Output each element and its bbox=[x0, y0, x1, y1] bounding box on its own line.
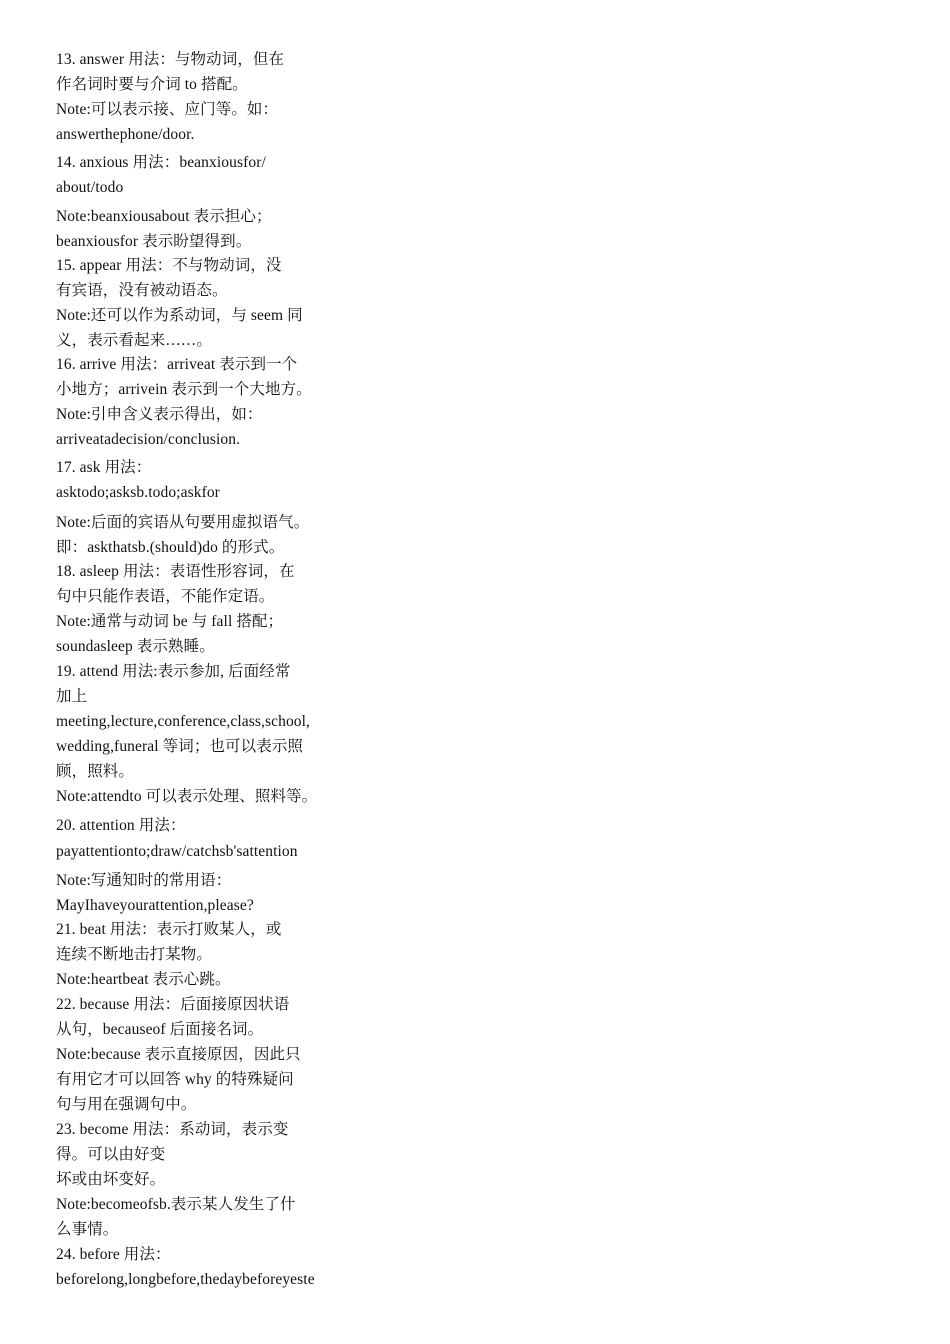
text-line: payattentionto;draw/catchsb'sattention bbox=[56, 843, 298, 860]
text-line: beforelong,longbefore,thedaybeforeyeste bbox=[56, 1271, 315, 1288]
text-line: Note:becomeofsb.表示某人发生了什 bbox=[56, 1196, 296, 1213]
text-line: 义，表示看起来……。 bbox=[56, 332, 213, 349]
text-line: beanxiousfor 表示盼望得到。 bbox=[56, 233, 252, 250]
text-line: 14. anxious 用法：beanxiousfor/ bbox=[56, 154, 266, 171]
text-line: 句与用在强调句中。 bbox=[56, 1096, 197, 1113]
text-line: Note:引申含义表示得出，如： bbox=[56, 406, 263, 423]
text-line: soundasleep 表示熟睡。 bbox=[56, 638, 215, 655]
text-line: MayIhaveyourattention,please? bbox=[56, 897, 254, 914]
text-line: 21. beat 用法：表示打败某人，或 bbox=[56, 921, 282, 938]
text-line: Note:写通知时的常用语： bbox=[56, 872, 232, 889]
text-line: 么事情。 bbox=[56, 1221, 119, 1238]
text-line: 得。可以由好变 bbox=[56, 1146, 166, 1163]
text-line: asktodo;asksb.todo;askfor bbox=[56, 484, 220, 501]
text-line: 18. asleep 用法：表语性形容词，在 bbox=[56, 563, 295, 580]
text-line: 即：askthatsb.(should)do 的形式。 bbox=[56, 539, 285, 556]
text-line: meeting,lecture,conference,class,school, bbox=[56, 713, 311, 730]
text-line: 20. attention 用法： bbox=[56, 817, 186, 834]
text-line: Note:beanxiousabout 表示担心； bbox=[56, 208, 272, 225]
text-line: 连续不断地击打某物。 bbox=[56, 946, 213, 963]
text-line: 加上 bbox=[56, 688, 88, 705]
text-line: 15. appear 用法：不与物动词，没 bbox=[56, 257, 282, 274]
text-line: 22. because 用法：后面接原因状语 bbox=[56, 996, 290, 1013]
text-line: Note:还可以作为系动词，与 seem 同 bbox=[56, 307, 303, 324]
text-line: 13. answer 用法：与物动词，但在 bbox=[56, 51, 285, 68]
text-line: 23. become 用法：系动词，表示变 bbox=[56, 1121, 289, 1138]
text-line: arriveatadecision/conclusion. bbox=[56, 431, 241, 448]
text-line: Note:heartbeat 表示心跳。 bbox=[56, 971, 231, 988]
text-line: answerthephone/door. bbox=[56, 126, 195, 143]
text-line: Note:后面的宾语从句要用虚拟语气。 bbox=[56, 514, 310, 531]
text-line: 从句，becauseof 后面接名词。 bbox=[56, 1021, 264, 1038]
text-line: 小地方；arrivein 表示到一个大地方。 bbox=[56, 381, 312, 398]
text-line: 19. attend 用法:表示参加, 后面经常 bbox=[56, 663, 291, 680]
text-line: 有宾语，没有被动语态。 bbox=[56, 282, 228, 299]
text-line: Note:可以表示接、应门等。如： bbox=[56, 101, 279, 118]
text-line: 顾，照料。 bbox=[56, 763, 135, 780]
text-line: wedding,funeral 等词；也可以表示照 bbox=[56, 738, 304, 755]
text-line: 17. ask 用法： bbox=[56, 459, 152, 476]
text-line: Note:because 表示直接原因，因此只 bbox=[56, 1046, 301, 1063]
text-line: 有用它才可以回答 why 的特殊疑问 bbox=[56, 1071, 294, 1088]
text-line: 句中只能作表语，不能作定语。 bbox=[56, 588, 275, 605]
text-line: 坏或由坏变好。 bbox=[56, 1171, 166, 1188]
text-line: Note:通常与动词 be 与 fall 搭配； bbox=[56, 613, 284, 630]
text-line: 24. before 用法： bbox=[56, 1246, 171, 1263]
text-line: about/todo bbox=[56, 179, 124, 196]
text-line: 16. arrive 用法：arriveat 表示到一个 bbox=[56, 356, 298, 373]
text-line: 作名词时要与介词 to 搭配。 bbox=[56, 76, 248, 93]
text-line: Note:attendto 可以表示处理、照料等。 bbox=[56, 788, 318, 805]
